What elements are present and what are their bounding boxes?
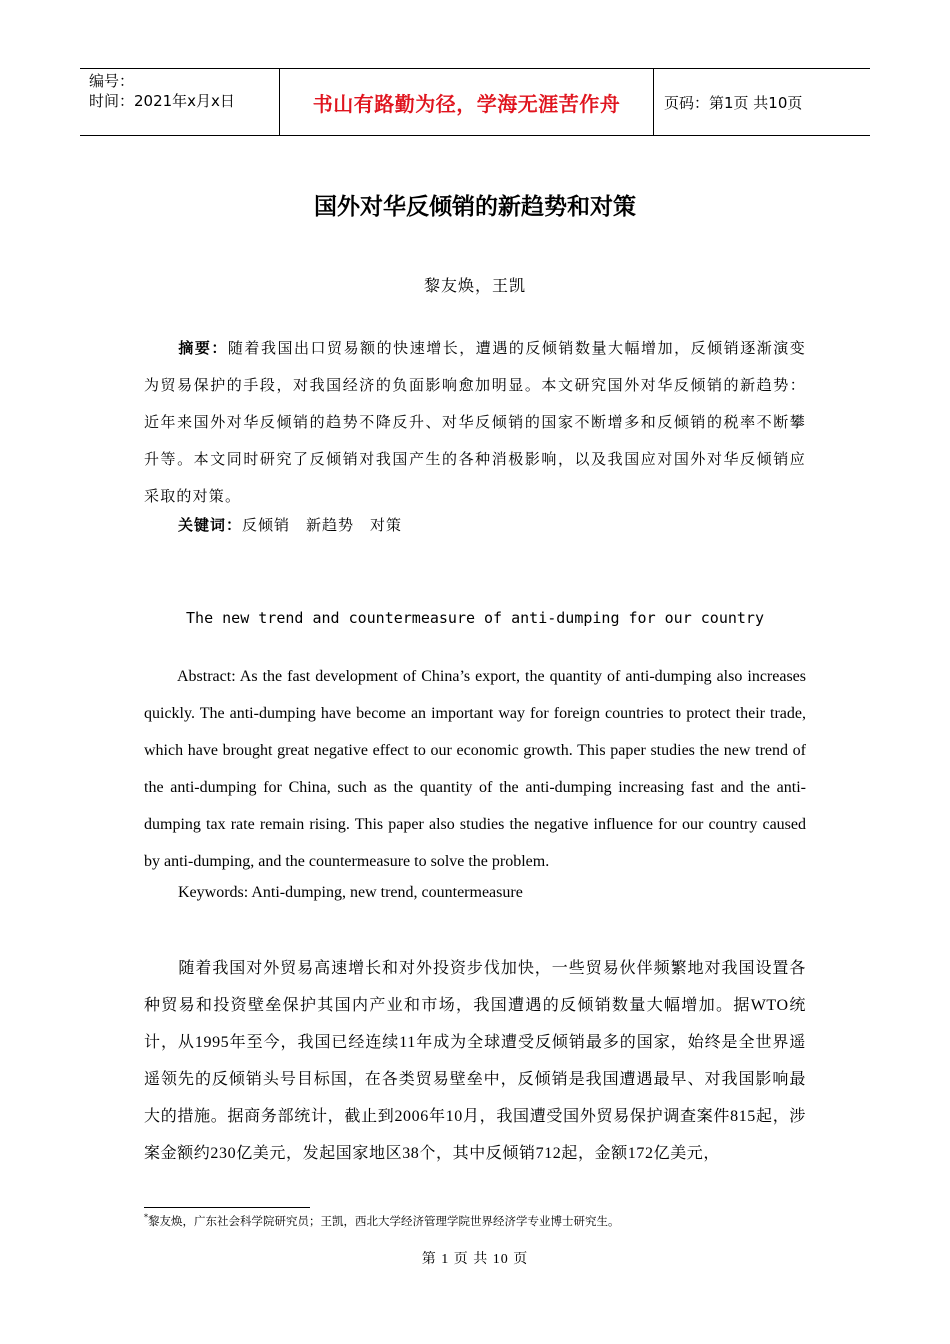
keyword: 反倾销	[242, 516, 291, 534]
english-abstract	[144, 658, 806, 880]
chinese-abstract	[144, 330, 806, 515]
header-meta-cell	[80, 69, 280, 135]
chinese-keywords	[178, 514, 418, 535]
english-abstract-text: Abstract: As the fast development of China’s export, the quantity of anti-dumping also increases quickly. The anti-dumping have become an important way for foreign countries to protect their trade, which have brought great negative effect to our economic growth. This paper studies the new trend of the anti-dumping for China, such as the quantity of the anti-dumping increasing fast and the anti-dumping tax rate remain rising. This paper also studies the negative influence for our country caused by anti-dumping, and the countermeasure to solve the problem.	[144, 668, 806, 870]
keywords-label: 关键词：	[178, 516, 243, 534]
footnote-divider	[144, 1207, 310, 1208]
footnote	[144, 1213, 620, 1229]
footnote-marker: *	[144, 1213, 148, 1223]
document-header	[80, 68, 870, 136]
keyword: 对策	[370, 516, 403, 534]
english-title: The new trend and countermeasure of anti-dumping for our country	[186, 609, 764, 627]
abstract-label: 摘要：	[178, 339, 228, 357]
body-paragraph-text: 随着我国对外贸易高速增长和对外投资步伐加快，一些贸易伙伴频繁地对我国设置各种贸易和投资壁垒保护其国内产业和市场，我国遭遇的反倾销数量大幅增加。据WTO统计，从1995年至今，我国已经连续11年成为全球遭受反倾销最多的国家，始终是全世界遥遥领先的反倾销头号目标国，在各类贸易壁垒中，反倾销是我国遭遇最早、对我国影响最大的措施。据商务部统计，截止到2006年10月，我国遭受国外贸易保护调查案件815起，涉案金额约230亿美元，发起国家地区38个，其中反倾销712起，金额172亿美元，	[144, 960, 806, 1162]
paper-authors: 黎友焕，王凯	[423, 276, 526, 295]
keyword: 新趋势	[306, 516, 355, 534]
page-number: 第 1 页 共 10 页	[421, 1252, 529, 1267]
english-keywords: Keywords: Anti-dumping, new trend, countermeasure	[178, 884, 523, 901]
body-paragraph	[144, 950, 806, 1172]
header-page-info: 页码：第1页 共10页	[664, 94, 803, 112]
abstract-text: 随着我国出口贸易额的快速增长，遭遇的反倾销数量大幅增加，反倾销逐渐演变为贸易保护的手段，对我国经济的负面影响愈加明显。本文研究国外对华反倾销的新趋势：近年来国外对华反倾销的趋势不降反升、对华反倾销的国家不断增多和反倾销的税率不断攀升等。本文同时研究了反倾销对我国产生的各种消极影响，以及我国应对国外对华反倾销应采取的对策。	[144, 339, 806, 505]
date-label: 时间：2021年x月x日	[89, 92, 235, 110]
paper-title: 国外对华反倾销的新趋势和对策	[314, 194, 636, 220]
number-label: 编号：	[89, 72, 135, 90]
footnote-text: 黎友焕，广东社会科学院研究员；王凯，西北大学经济管理学院世界经济学专业博士研究生。	[148, 1214, 620, 1228]
header-motto: 书山有路勤为径，学海无涯苦作舟	[280, 69, 654, 135]
